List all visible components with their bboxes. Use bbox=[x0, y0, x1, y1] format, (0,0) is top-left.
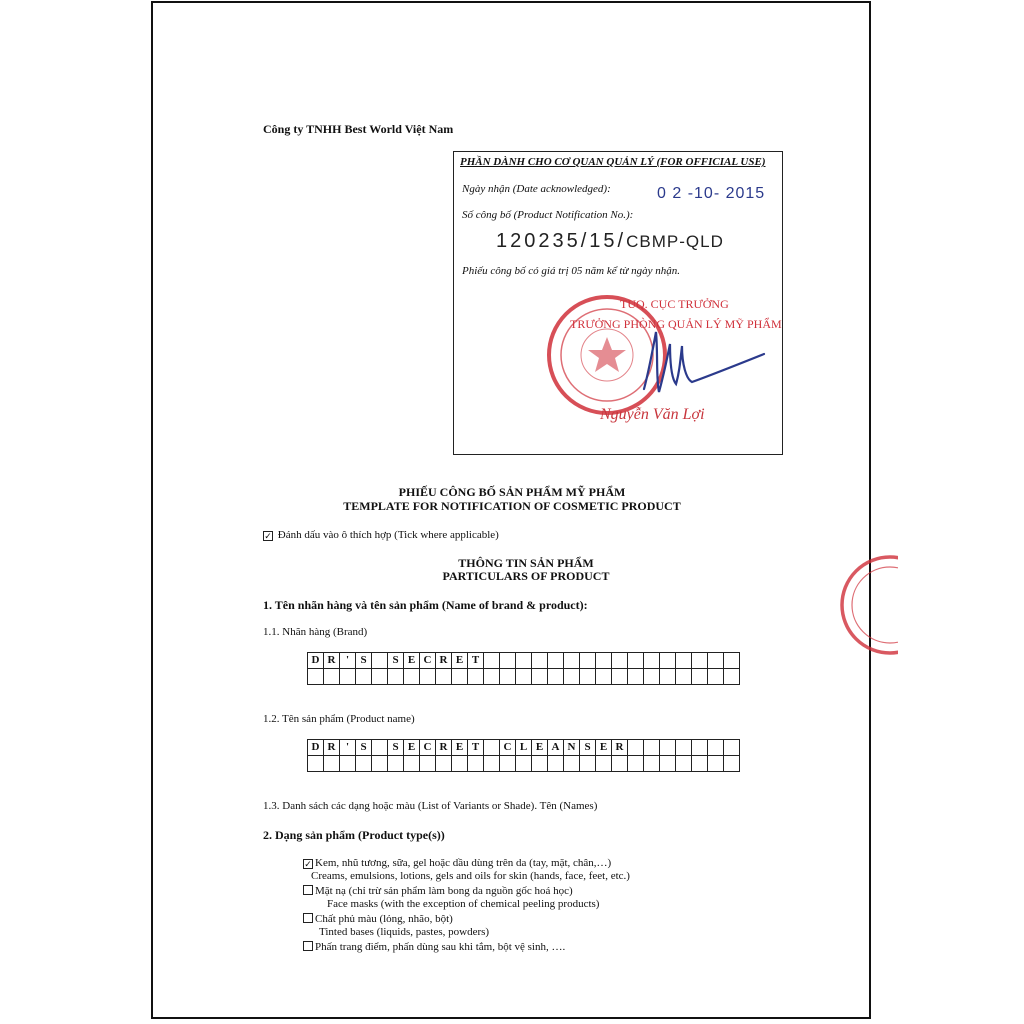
grid-cell bbox=[628, 669, 644, 685]
grid-cell bbox=[644, 653, 660, 669]
section-1-heading: 1. Tên nhãn hàng và tên sản phẩm (Name of brand & product): bbox=[263, 598, 588, 612]
grid-cell: D bbox=[308, 653, 324, 669]
grid-cell: S bbox=[356, 740, 372, 756]
grid-cell: E bbox=[532, 740, 548, 756]
grid-cell bbox=[644, 756, 660, 772]
grid-cell bbox=[468, 756, 484, 772]
grid-cell: E bbox=[404, 653, 420, 669]
grid-cell bbox=[596, 756, 612, 772]
grid-cell: ' bbox=[340, 653, 356, 669]
grid-cell bbox=[692, 653, 708, 669]
validity-note: Phiếu công bố có giá trị 05 năm kể từ ngày nhận. bbox=[462, 265, 681, 277]
grid-cell bbox=[516, 653, 532, 669]
seal-line-1: TUQ. CỤC TRƯỞNG bbox=[620, 297, 729, 311]
grid-cell bbox=[580, 653, 596, 669]
grid-cell bbox=[580, 756, 596, 772]
grid-cell bbox=[660, 653, 676, 669]
grid-cell bbox=[660, 756, 676, 772]
grid-cell bbox=[628, 653, 644, 669]
grid-cell bbox=[404, 669, 420, 685]
grid-cell: E bbox=[452, 653, 468, 669]
notification-number-main: 120235/15/ bbox=[496, 230, 627, 252]
checkbox-icon[interactable] bbox=[303, 913, 313, 923]
grid-cell: R bbox=[324, 653, 340, 669]
grid-cell bbox=[692, 669, 708, 685]
particulars-title-en: PARTICULARS OF PRODUCT bbox=[442, 569, 610, 583]
grid-cell bbox=[500, 653, 516, 669]
grid-cell: D bbox=[308, 740, 324, 756]
grid-cell bbox=[484, 740, 500, 756]
grid-cell: E bbox=[452, 740, 468, 756]
grid-cell bbox=[436, 669, 452, 685]
grid-cell: R bbox=[436, 653, 452, 669]
grid-cell bbox=[628, 756, 644, 772]
grid-cell bbox=[692, 740, 708, 756]
checkbox-icon[interactable] bbox=[303, 941, 313, 951]
grid-cell bbox=[708, 669, 724, 685]
tick-instruction bbox=[263, 529, 499, 541]
grid-cell: C bbox=[420, 653, 436, 669]
product-type-item[interactable] bbox=[303, 857, 630, 883]
grid-cell bbox=[596, 653, 612, 669]
grid-cell bbox=[308, 756, 324, 772]
grid-cell bbox=[436, 756, 452, 772]
variants-label: 1.3. Danh sách các dạng hoặc màu (List of Variants or Shade). Tên (Names) bbox=[263, 800, 598, 812]
grid-cell bbox=[724, 756, 740, 772]
product-type-vn: Mặt nạ (chỉ trừ sản phẩm làm bong da nguồn gốc hoá học) bbox=[315, 885, 573, 897]
grid-cell bbox=[372, 653, 388, 669]
grid-cell bbox=[324, 756, 340, 772]
grid-cell bbox=[532, 653, 548, 669]
official-use-header: PHẦN DÀNH CHO CƠ QUAN QUẢN LÝ (FOR OFFICIAL USE) bbox=[460, 156, 766, 168]
date-acknowledged-label: Ngày nhận (Date acknowledged): bbox=[462, 183, 611, 195]
grid-cell: R bbox=[612, 740, 628, 756]
partial-seal-icon bbox=[838, 553, 898, 657]
brand-label: 1.1. Nhãn hàng (Brand) bbox=[263, 626, 368, 638]
grid-cell bbox=[708, 653, 724, 669]
grid-cell bbox=[452, 756, 468, 772]
grid-cell: R bbox=[436, 740, 452, 756]
grid-cell bbox=[340, 756, 356, 772]
notification-number-suffix: CBMP-QLD bbox=[626, 232, 724, 251]
grid-cell bbox=[484, 669, 500, 685]
grid-cell bbox=[548, 756, 564, 772]
date-acknowledged-value: 0 2 -10- 2015 bbox=[657, 185, 766, 202]
grid-cell: A bbox=[548, 740, 564, 756]
product-name-label: 1.2. Tên sản phẩm (Product name) bbox=[263, 713, 415, 725]
grid-cell bbox=[660, 669, 676, 685]
grid-cell bbox=[644, 740, 660, 756]
grid-cell bbox=[708, 740, 724, 756]
grid-cell: S bbox=[388, 653, 404, 669]
form-title-en: TEMPLATE FOR NOTIFICATION OF COSMETIC PRODUCT bbox=[343, 499, 681, 513]
tick-instruction-text: Đánh dấu vào ô thích hợp (Tick where applicable) bbox=[277, 529, 499, 541]
product-type-vn: Phấn trang điểm, phấn dùng sau khi tắm, bột vệ sinh, …. bbox=[315, 941, 566, 953]
grid-cell bbox=[548, 669, 564, 685]
grid-cell bbox=[676, 756, 692, 772]
grid-cell bbox=[532, 669, 548, 685]
grid-cell bbox=[324, 669, 340, 685]
grid-cell bbox=[372, 756, 388, 772]
product-type-item[interactable] bbox=[303, 941, 565, 954]
checked-box-icon: ✓ bbox=[264, 531, 272, 541]
grid-cell bbox=[676, 653, 692, 669]
product-type-item[interactable] bbox=[303, 913, 489, 939]
grid-cell bbox=[724, 669, 740, 685]
grid-cell bbox=[532, 756, 548, 772]
product-type-vn: Kem, nhũ tương, sữa, gel hoặc dầu dùng trên da (tay, mặt, chân,…) bbox=[315, 857, 612, 869]
grid-cell: T bbox=[468, 653, 484, 669]
grid-cell: C bbox=[500, 740, 516, 756]
grid-cell bbox=[372, 669, 388, 685]
seal-line-2: TRƯỞNG PHÒNG QUẢN LÝ MỸ PHẨM bbox=[570, 317, 782, 331]
grid-cell bbox=[500, 756, 516, 772]
company-name: Công ty TNHH Best World Việt Nam bbox=[263, 122, 454, 136]
grid-cell bbox=[580, 669, 596, 685]
grid-cell bbox=[484, 756, 500, 772]
grid-cell: ' bbox=[340, 740, 356, 756]
grid-cell: R bbox=[324, 740, 340, 756]
grid-cell bbox=[388, 669, 404, 685]
grid-cell bbox=[724, 653, 740, 669]
grid-cell bbox=[564, 653, 580, 669]
product-name-grid bbox=[307, 739, 740, 772]
particulars-title-vn: THÔNG TIN SẢN PHẨM bbox=[458, 556, 594, 570]
grid-cell bbox=[724, 740, 740, 756]
grid-cell bbox=[420, 756, 436, 772]
grid-cell bbox=[516, 756, 532, 772]
grid-cell: E bbox=[596, 740, 612, 756]
notification-number-value bbox=[496, 230, 724, 253]
grid-cell bbox=[708, 756, 724, 772]
product-type-item[interactable] bbox=[303, 885, 599, 911]
grid-cell bbox=[676, 740, 692, 756]
grid-cell bbox=[468, 669, 484, 685]
brand-grid bbox=[307, 652, 740, 685]
grid-cell bbox=[644, 669, 660, 685]
grid-cell bbox=[516, 669, 532, 685]
grid-cell bbox=[564, 756, 580, 772]
signature-icon bbox=[634, 324, 774, 404]
grid-cell bbox=[628, 740, 644, 756]
grid-cell bbox=[420, 669, 436, 685]
grid-cell bbox=[500, 669, 516, 685]
grid-cell: S bbox=[580, 740, 596, 756]
grid-cell: N bbox=[564, 740, 580, 756]
grid-cell bbox=[612, 653, 628, 669]
form-title-vn: PHIẾU CÔNG BỐ SẢN PHẨM MỸ PHẨM bbox=[398, 485, 626, 499]
notification-number-label: Số công bố (Product Notification No.): bbox=[462, 209, 634, 221]
grid-cell bbox=[404, 756, 420, 772]
grid-cell bbox=[388, 756, 404, 772]
product-type-vn: Chất phủ màu (lỏng, nhão, bột) bbox=[315, 913, 453, 925]
checked-box-icon[interactable]: ✓ bbox=[304, 859, 312, 869]
product-type-en: Face masks (with the exception of chemical peeling products) bbox=[327, 898, 600, 910]
grid-cell bbox=[564, 669, 580, 685]
section-2-heading: 2. Dạng sản phẩm (Product type(s)) bbox=[263, 828, 445, 842]
grid-cell bbox=[548, 653, 564, 669]
product-type-en: Tinted bases (liquids, pastes, powders) bbox=[319, 926, 490, 938]
grid-cell: L bbox=[516, 740, 532, 756]
grid-cell: T bbox=[468, 740, 484, 756]
grid-cell bbox=[484, 653, 500, 669]
grid-cell bbox=[308, 669, 324, 685]
grid-cell bbox=[692, 756, 708, 772]
grid-cell bbox=[372, 740, 388, 756]
grid-cell bbox=[356, 756, 372, 772]
grid-cell bbox=[596, 669, 612, 685]
grid-cell bbox=[452, 669, 468, 685]
grid-cell bbox=[676, 669, 692, 685]
grid-cell: C bbox=[420, 740, 436, 756]
checkbox-icon[interactable] bbox=[303, 885, 313, 895]
grid-cell: S bbox=[356, 653, 372, 669]
grid-cell bbox=[660, 740, 676, 756]
signer-name: Nguyễn Văn Lợi bbox=[600, 406, 705, 423]
grid-cell bbox=[340, 669, 356, 685]
product-type-en: Creams, emulsions, lotions, gels and oils for skin (hands, face, feet, etc.) bbox=[311, 870, 630, 882]
grid-cell bbox=[612, 669, 628, 685]
grid-cell: E bbox=[404, 740, 420, 756]
grid-cell bbox=[612, 756, 628, 772]
grid-cell: S bbox=[388, 740, 404, 756]
official-use-box bbox=[453, 151, 783, 455]
grid-cell bbox=[356, 669, 372, 685]
